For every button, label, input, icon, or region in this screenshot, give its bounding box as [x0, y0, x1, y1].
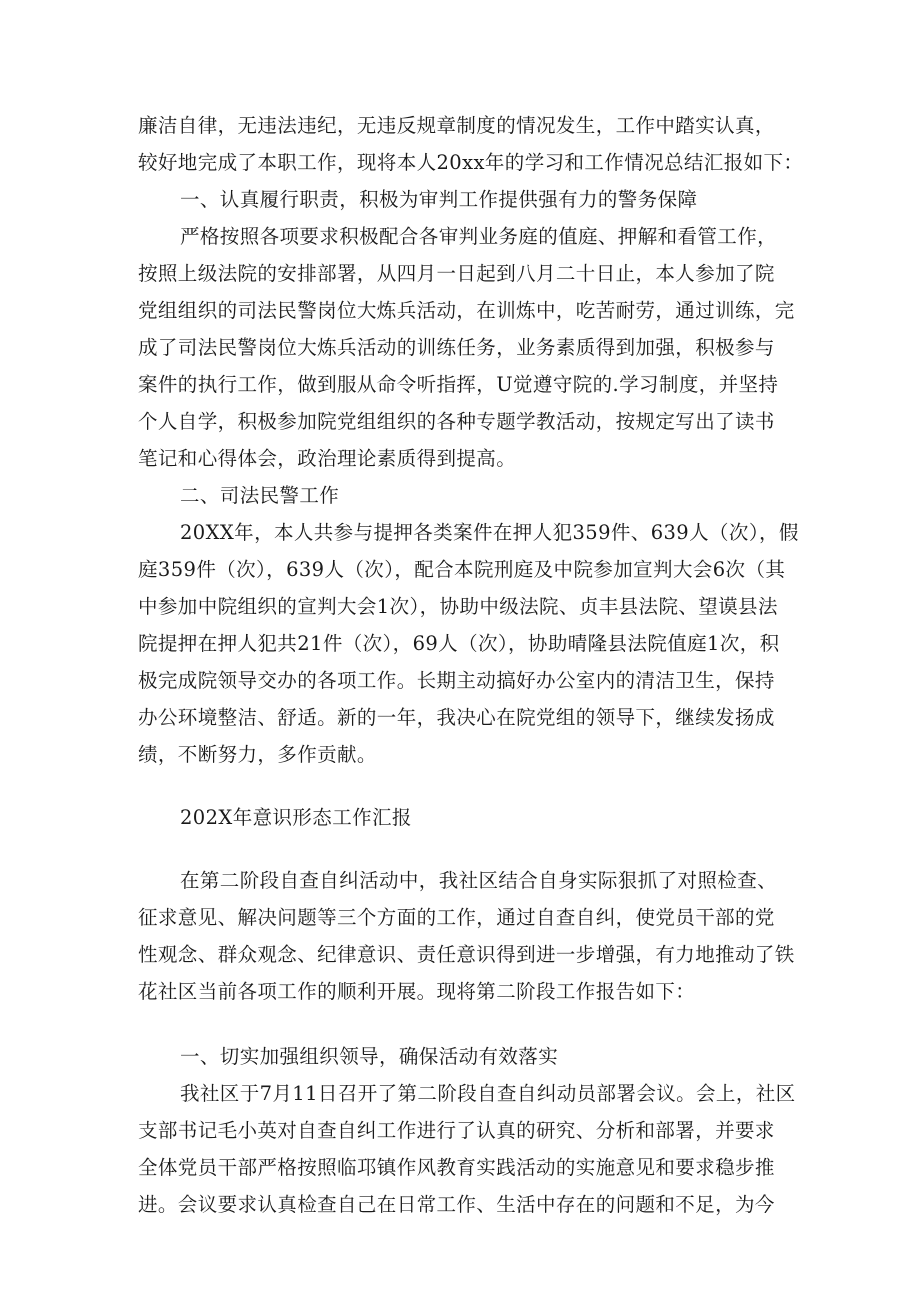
body-line: 较好地完成了本职工作，现将本人20xx年的学习和工作情况总结汇报如下： [138, 151, 804, 174]
body-line: 院提押在押人犯共21件（次），69人（次），协助晴隆县法院值庭1次，积 [138, 632, 780, 655]
body-line: 20XX年，本人共参与提押各类案件在押人犯359件、639人（次），假 [180, 521, 799, 544]
section-heading: 一、切实加强组织领导，确保活动有效落实 [180, 1045, 559, 1068]
section-heading: 二、司法民警工作 [180, 484, 340, 507]
body-line: 庭359件（次），639人（次），配合本院刑庭及中院参加宣判大会6次（其 [138, 558, 786, 581]
body-line: 极完成院领导交办的各项工作。长期主动搞好办公室内的清洁卫生，保持 [138, 669, 775, 692]
body-line: 办公环境整洁、舒适。新的一年，我决心在院党组的领导下，继续发扬成 [138, 706, 775, 729]
body-line: 在第二阶段自查自纠活动中，我社区结合自身实际狠抓了对照检查、 [180, 869, 778, 892]
body-line: 案件的执行工作，做到服从命令听指挥，U觉遵守院的.学习制度，并坚持 [138, 373, 779, 396]
body-line: 花社区当前各项工作的顺利开展。现将第二阶段工作报告如下： [138, 980, 696, 1003]
body-line: 严格按照各项要求积极配合各审判业务庭的值庭、押解和看管工作， [180, 225, 778, 248]
body-line: 个人自学，积极参加院党组组织的各种专题学教活动，按规定写出了读书 [138, 410, 775, 433]
body-line: 支部书记毛小英对自查自纠工作进行了认真的研究、分析和部署，并要求 [138, 1119, 775, 1142]
body-line: 绩，不断努力，多作贡献。 [138, 743, 377, 766]
body-line: 成了司法民警岗位大炼兵活动的训练任务，业务素质得到加强，积极参与 [138, 336, 775, 359]
body-line: 党组组织的司法民警岗位大炼兵活动，在训炼中，吃苦耐劳，通过训练，完 [138, 299, 795, 322]
body-line: 中参加中院组织的宣判大会1次），协助中级法院、贞丰县法院、望谟县法 [138, 595, 778, 618]
body-line: 按照上级法院的安排部署，从四月一日起到八月二十日止，本人参加了院 [138, 262, 775, 285]
body-line: 我社区于7月11日召开了第二阶段自查自纠动员部署会议。会上，社区 [180, 1082, 796, 1105]
body-line: 进。会议要求认真检查自己在日常工作、生活中存在的问题和不足，为今 [138, 1193, 775, 1216]
body-line: 笔记和心得体会，政治理论素质得到提高。 [138, 447, 517, 470]
body-line: 廉洁自律，无违法违纪，无违反规章制度的情况发生，工作中踏实认真， [138, 114, 775, 137]
report-title: 202X年意识形态工作汇报 [180, 806, 412, 829]
body-line: 性观念、群众观念、纪律意识、责任意识得到进一步增强，有力地推动了铁 [138, 943, 795, 966]
section-heading: 一、认真履行职责，积极为审判工作提供强有力的警务保障 [180, 188, 698, 211]
body-line: 全体党员干部严格按照临邛镇作风教育实践活动的实施意见和要求稳步推 [138, 1156, 775, 1179]
body-line: 征求意见、解决问题等三个方面的工作，通过自查自纠，使党员干部的党 [138, 906, 775, 929]
